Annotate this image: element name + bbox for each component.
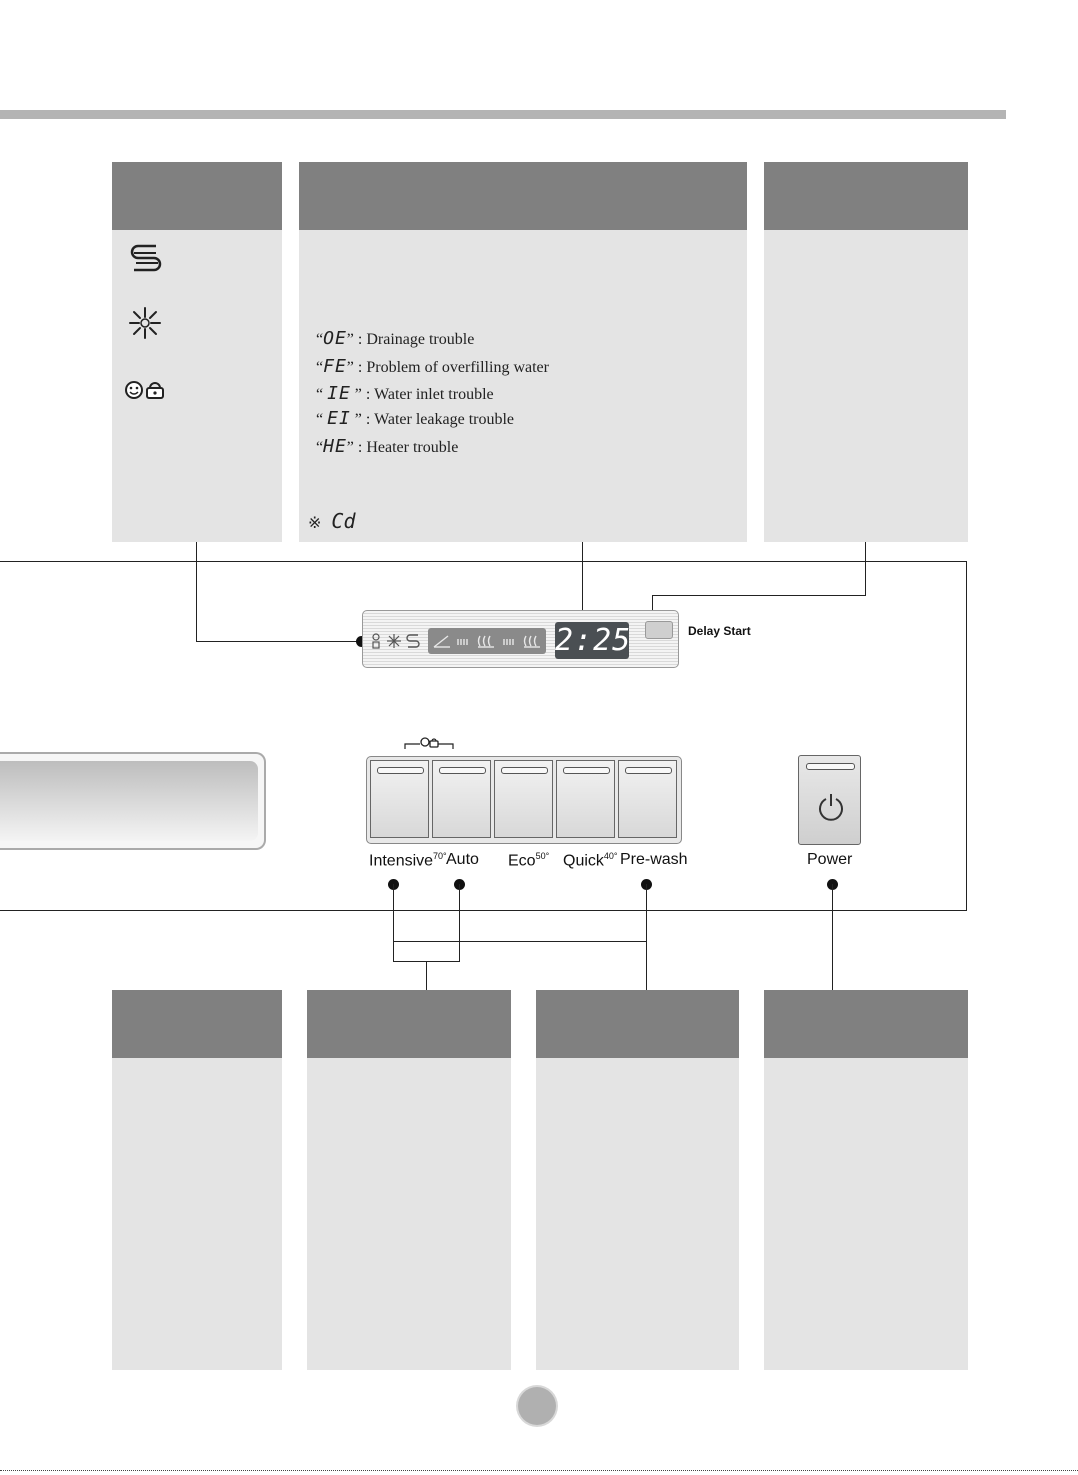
display-box (299, 162, 747, 542)
button-name: Intensive (369, 852, 434, 870)
pre-wash-button[interactable] (618, 760, 677, 838)
connector-line (832, 884, 833, 990)
button-led (377, 767, 424, 774)
error-description: : Water leakage trouble (365, 411, 515, 428)
program-box-header (307, 990, 511, 1058)
error-code: HE (323, 436, 347, 457)
power-box (764, 990, 968, 1370)
error-item: “HE” : Heater trouble (316, 436, 459, 457)
button-name: Eco (508, 852, 536, 870)
connector-line (652, 595, 866, 596)
power-icon (817, 792, 845, 822)
error-item: “ EI ” : Water leakage trouble (316, 408, 515, 429)
button-led (625, 767, 672, 774)
button-temp: 40° (603, 851, 618, 861)
button-led (439, 767, 486, 774)
error-item: “OE” : Drainage trouble (316, 328, 475, 349)
note-symbol: ※ (308, 515, 322, 532)
pre-wash-label (620, 851, 688, 869)
error-description: : Heater trouble (357, 439, 459, 456)
quick-label (563, 851, 618, 870)
footer-rule (0, 1470, 1078, 1471)
button-led (806, 763, 855, 770)
connector-line (426, 961, 427, 990)
button-led (501, 767, 548, 774)
power-button[interactable] (798, 755, 861, 845)
wash-progress-icons (432, 632, 544, 650)
rinse-aid-icon (128, 242, 164, 274)
header-rule (0, 110, 1006, 119)
page-number-marker (518, 1387, 556, 1425)
error-code: IE (327, 383, 351, 404)
connector-line (196, 542, 197, 642)
option-box-header (536, 990, 739, 1058)
detergent-area-inner (0, 761, 258, 841)
error-description: : Water inlet trouble (365, 386, 494, 403)
delay-start-button[interactable] (645, 621, 673, 639)
error-code: EI (327, 408, 351, 429)
error-code: OE (323, 328, 347, 349)
indicator-icons (370, 631, 424, 651)
child-lock-bracket (404, 735, 454, 751)
display-box-header (299, 162, 747, 230)
connector-line (196, 641, 362, 642)
intensive-label (369, 851, 447, 870)
delay-box (764, 162, 968, 542)
eco-label (508, 851, 549, 870)
quick-button[interactable] (556, 760, 615, 838)
auto-label (446, 851, 479, 869)
error-item: “ IE ” : Water inlet trouble (316, 383, 494, 404)
eco-button[interactable] (494, 760, 553, 838)
child-lock-icon (124, 380, 166, 400)
connector-line (393, 884, 394, 962)
error-item: “FE” : Problem of overfilling water (316, 356, 549, 377)
delay-box-header (764, 162, 968, 230)
detergent-box (112, 990, 282, 1370)
button-name: Auto (446, 851, 479, 868)
program-box (307, 990, 511, 1370)
error-description: : Drainage trouble (357, 331, 475, 348)
cd-note (308, 509, 356, 533)
delay-start-label: Delay Start (688, 624, 751, 638)
power-box-header (764, 990, 968, 1058)
indicator-box (112, 162, 282, 542)
connector-line (393, 941, 646, 942)
time-display: 2:25 (555, 623, 632, 658)
connector-line (646, 884, 647, 990)
connector-line (865, 542, 866, 596)
connector-line (459, 884, 460, 962)
button-temp: 50° (535, 851, 550, 861)
button-temp: 70° (433, 851, 447, 861)
intensive-button[interactable] (370, 760, 429, 838)
indicator-box-header (112, 162, 282, 230)
power-label: Power (807, 851, 853, 868)
button-led (563, 767, 610, 774)
error-code: FE (323, 356, 347, 377)
auto-button[interactable] (432, 760, 491, 838)
option-box (536, 990, 739, 1370)
note-code: Cd (331, 509, 356, 533)
error-description: : Problem of overfilling water (357, 359, 549, 376)
salt-icon (126, 304, 164, 342)
button-name: Quick (563, 852, 604, 870)
detergent-box-header (112, 990, 282, 1058)
button-name: Pre-wash (620, 851, 688, 868)
